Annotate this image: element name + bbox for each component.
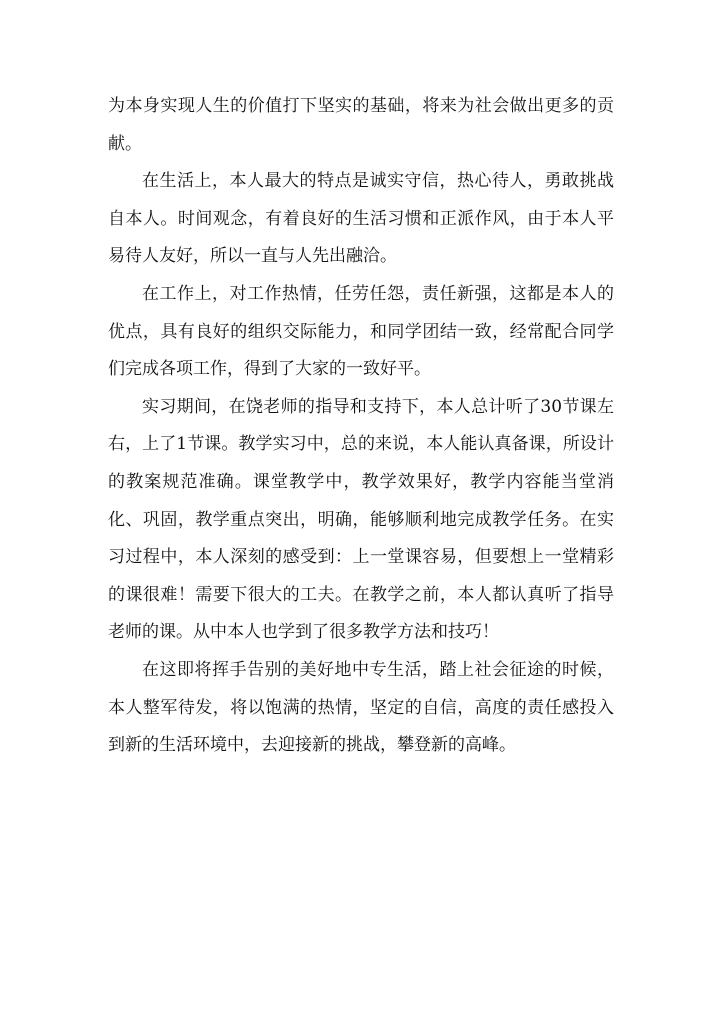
document-body [108, 88, 614, 765]
paragraph-work: 在工作上，对工作热情，任劳任怨，责任新强，这都是本人的优点，具有良好的组织交际能力，和同学团结一致，经常配合同学们完成各项工作，得到了大家的一致好平。 [108, 283, 614, 380]
paragraph-life: 在生活上，本人最大的特点是诚实守信，热心待人，勇敢挑战自本人。时间观念，有着良好的生活习惯和正派作风，由于本人平易待人友好，所以一直与人先出融洽。 [108, 171, 614, 267]
paragraph-internship: 实习期间，在饶老师的指导和支持下，本人总计听了30节课左右，上了1节课。教学实习中，总的来说，本人能认真备课，所设计的教案规范准确。课堂教学中，教学效果好，教学内容能当堂消化、巩固，教学重点突出，明确，能够顺利地完成教学任务。在实习过程中，本人深刻的感受到：上一堂课容易，但要想上一堂精彩的课很难！需要下很大的工夫。在教学之前，本人都认真听了指导老师的课。从中本人也学到了很多教学方法和技巧！ [108, 396, 614, 643]
paragraph-farewell: 在这即将挥手告别的美好地中专生活，踏上社会征途的时候，本人整军待发，将以饱满的热情，坚定的自信，高度的责任感投入到新的生活环境中，去迎接新的挑战，攀登新的高峰。 [108, 659, 614, 756]
paragraph-intro-continuation: 为本身实现人生的价值打下坚实的基础，将来为社会做出更多的贡献。 [108, 96, 614, 154]
